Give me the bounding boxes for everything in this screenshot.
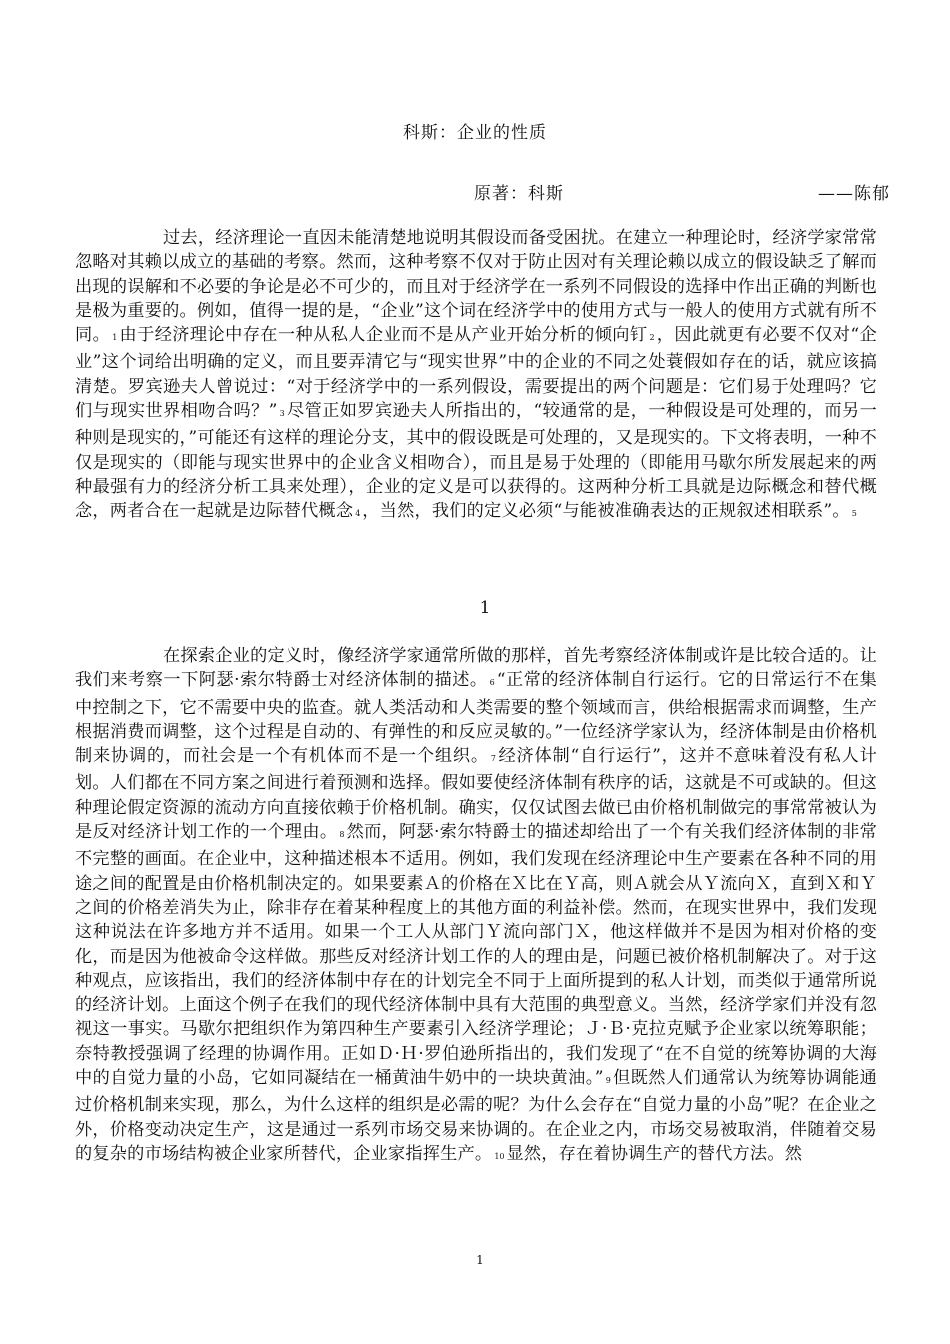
paragraph-text: ，因此就更有必要不仅对“企业”这个词给出明确的定义，而且要弄清它与“现实世界”中的企业的不同之处蓑假如存在的话，就应该搞清楚。罗宾逊夫人曾说过：“对于经济学中的一系列假设，需要提出的两个问题是：它们易于处理吗？它们与现实世界相吻合吗？” xyxy=(75,325,877,422)
section-number: 1 xyxy=(479,598,491,618)
footnote-marker: 1 xyxy=(112,333,118,343)
page-number: 1 xyxy=(476,1253,484,1267)
paragraph-section-1 xyxy=(75,644,877,1169)
footnote-marker: 9 xyxy=(605,1076,611,1086)
footnote-marker: 4 xyxy=(355,509,361,519)
paragraph-text: 显然，存在着协调生产的替代方法。然 xyxy=(506,1143,803,1164)
footnote-marker: 8 xyxy=(339,830,345,840)
footnote-marker: 6 xyxy=(489,678,495,688)
footnote-marker: 10 xyxy=(494,1151,505,1161)
footnote-marker: 7 xyxy=(490,754,496,764)
document-title: 科斯：企业的性质 xyxy=(403,123,547,143)
paragraph-text: 然而，阿瑟·索尔特爵士的描述却给出了一个有关我们经济体制的非常不完整的画面。在企业中，这种描述根本不适用。例如，我们发现在经济理论中生产要素在各种不同的用途之间的配置是由价格机制决定的。如果要素Ａ的价格在Ｘ比在Ｙ高，则Ａ就会从Ｙ流向Ｘ，直到Ｘ和Ｙ之间的价格差消失为止，除非存在着某种程度上的其他方面的利益补偿。然而，在现实世界中，我们发现这种说法在许多地方并不适用。如果一个工人从部门Ｙ流向部门Ｘ，他这样做并不是因为相对价格的变化，而是因为他被命令这样做。那些反对经济计划工作的人的理由是，问题已被价格机制解决了。对于这种观点，应该指出，我们的经济体制中存在的计划完全不同于上面所提到的私人计划，而类似于通常所说的经济计划。上面这个例子在我们的现代经济体制中具有大范围的典型意义。当然，经济学家们并没有忽视这一事实。马歇尔把组织作为第四种生产要素引入经济学理论；Ｊ·Ｂ·克拉克赋予企业家以统筹职能；奈特教授强调了经理的协调作用。正如Ｄ·Ｈ·罗伯逊所指出的，我们发现了“在不自觉的统筹协调的大海中的自觉力量的小岛，它如同凝结在一桶黄油牛奶中的一块块黄油。” xyxy=(75,822,877,1089)
footnote-marker: 2 xyxy=(649,333,655,343)
paragraph-text: 由于经济理论中存在一种从私人企业而不是从产业开始分析的倾向钉 xyxy=(119,325,648,346)
paragraph-intro xyxy=(75,226,877,527)
paragraph-text: 过去，经济理论一直因未能清楚地说明其假设而备受困扰。在建立一种理论时，经济学家常常忽略对其赖以成立的基础的考察。然而，这种考察不仅对于防止因对有关理论赖以成立的假设缺乏了解而出现的误解和不必要的争论是必不可少的，而且对于经济学在一系列不同假设的选择中作出正确的判断也是极为重要的。例如，值得一提的是，“企业”这个词在经济学中的使用方式与一般人的使用方式就有所不同。 xyxy=(75,228,877,346)
paragraph-text: 但既然人们通常认为统筹协调能通过价格机制来实现，那么，为什么这样的组织是必需的呢？为什么会存在“自觉力量的小岛”呢？在企业之外，价格变动决定生产，这是通过一系列市场交易来协调的。在企业之内，市场交易被取消，伴随着交易的复杂的市场结构被企业家所替代，企业家指挥生产。 xyxy=(75,1068,877,1164)
footnote-marker: 5 xyxy=(851,509,857,519)
footnote-marker: 3 xyxy=(279,409,285,419)
byline-translator: ——陈郁 xyxy=(818,184,890,204)
paragraph-text: 尽管正如罗宾逊夫人所指出的，“较通常的是，一种假设是可处理的，而另一种则是现实的，”可能还有这样的理论分支，其中的假设既是可处理的，又是现实的。下文将表明，一种不仅是现实的（即能与现实世界中的企业含义相吻合），而且是易于处理的（即能用马歇尔所发展起来的两种最强有力的经济分析工具来处理），企业的定义是可以获得的。这两种分析工具就是边际概念和替代概念，两者合在一起就是边际替代概念 xyxy=(75,401,877,522)
byline-author: 原著：科斯 xyxy=(474,184,564,204)
paragraph-text: ，当然，我们的定义必须“与能被准确表达的正规叙述相联系”。 xyxy=(362,501,850,522)
paragraph-text: 在探索企业的定义时，像经济学家通常所做的那样，首先考察经济体制或许是比较合适的。让我们来考察一下阿瑟·索尔特爵士对经济体制的描述。 xyxy=(75,646,877,691)
paragraph-text: “正常的经济体制自行运行。它的日常运行不在集中控制之下，它不需要中央的监查。就人类活动和人类需要的整个领域而言，供给根据需求而调整，生产根据消费而调整，这个过程是自动的、有弹性的和反应灵敏的。”一位经济学家认为，经济体制是由价格机制来协调的，而社会是一个有机体而不是一个组织。 xyxy=(75,670,877,767)
paragraph-text: 经济体制“自行运行”，这并不意味着没有私人计划。人们都在不同方案之间进行着预测和选择。假如要使经济体制有秩序的话，这就是不可或缺的。但这种理论假定资源的流动方向直接依赖于价格机制。确实，仅仅试图去做已由价格机制做完的事常常被认为是反对经济计划工作的一个理由。 xyxy=(75,746,877,843)
